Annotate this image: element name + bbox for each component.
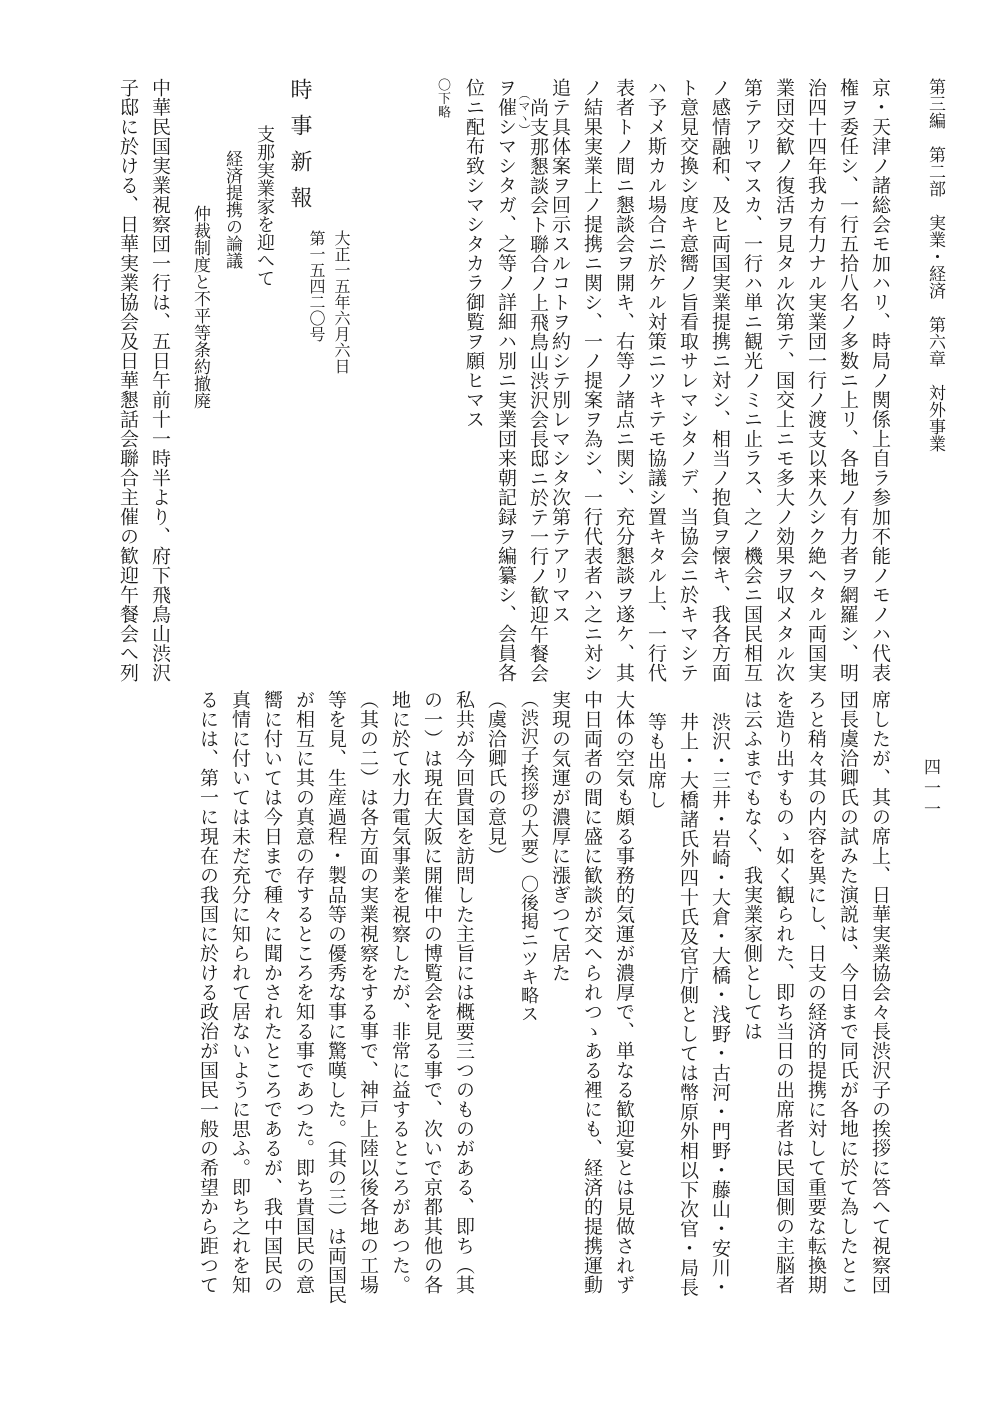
page-number: 四一一 bbox=[920, 758, 940, 821]
text-column: 子邸に於ける、日華実業協会及日華懇話会聯合主催の歓迎午餐会へ列 bbox=[117, 78, 139, 683]
text-column: 中華民国実業視察団一行は、五日午前十一時半より、府下飛鳥山渋沢 bbox=[149, 78, 171, 683]
text-column: 追テ具体案ヲ回示スルコトヲ約シテ別レマシタ次第テアリマス bbox=[549, 78, 571, 624]
text-column: の一）は現在大阪に開催中の博覧会を見る事で、次いで京都其他の各 bbox=[421, 690, 443, 1295]
text-column: が相互に其の真意の存するところを知る事であつた。即ち貴国民の意 bbox=[293, 690, 315, 1295]
text-column: ハ予メ斯カル場合ニ於ケル対策ニツキテモ協議シ置キタル上、一行代 bbox=[645, 78, 667, 683]
text-column: 第テアリマスカ、一行ハ単ニ観光ノミニ止ラス、之ノ機会ニ国民相互 bbox=[741, 78, 763, 683]
text-column: （渋沢子挨拶の大要）〇後掲ニツキ略ス bbox=[518, 690, 539, 1023]
text-column: 等も出席し bbox=[645, 712, 667, 810]
text-column: ヲ催シマシタガ、之等ノ詳細ハ別ニ実業団来朝記録ヲ編纂シ、会員各 bbox=[495, 78, 517, 683]
text-column: 嚮に付いては今日まで種々に聞かされたところであるが、我中国民の bbox=[261, 690, 283, 1295]
text-column: 団長虞洽卿氏の試みた演説は、今日まで同氏が各地に於て為したとこ bbox=[837, 690, 859, 1295]
text-column: 私共が今回貴国を訪問した主旨には概要三つのものがある、即ち（其 bbox=[453, 690, 475, 1295]
text-column: （其の二）は各方面の実業視察をする事で、神戸上陸以後各地の工場 bbox=[357, 690, 379, 1295]
text-column: 真情に付いては未だ充分に知られて居ないように思ふ。即ち之れを知 bbox=[229, 690, 251, 1295]
newspaper-title: 時事新報 bbox=[287, 78, 312, 222]
text-column: ノ結果実業上ノ提携ニ関シ、一ノ提案ヲ為シ、一行代表者ハ之ニ対シ bbox=[581, 78, 603, 683]
issue-date: 大正一五年六月六日 bbox=[332, 230, 351, 374]
text-column: ノ感情融和、及ヒ両国実業提携ニ対シ、相当ノ抱負ヲ懐キ、我各方面 bbox=[709, 78, 731, 683]
running-header: 第三編 第二部 実業・経済 第六章 対外事業 bbox=[925, 78, 945, 452]
text-column: は云ふまでもなく、我実業家側としては bbox=[741, 690, 763, 1041]
text-column: 大体の空気も頗る事務的気運が濃厚で、単なる歓迎宴とは見做されず bbox=[613, 690, 635, 1295]
text-column: 〇下略 bbox=[435, 78, 450, 119]
headline-3: 仲裁制度と不平等条約撤廃 bbox=[190, 205, 210, 409]
headline-2: 経済提携の論議 bbox=[222, 150, 242, 269]
text-column: 実現の気運が濃厚に漲ぎつて居た bbox=[549, 690, 571, 983]
text-column: を造り出すものゝ如く観られた、即ち当日の出席者は民国側の主脳者 bbox=[773, 690, 795, 1295]
text-column: 京・天津ノ諸総会モ加ハリ、時局ノ関係上自ラ参加不能ノモノハ代表 bbox=[869, 78, 891, 683]
text-column: るには、第一に現在の我国に於ける政治が国民一般の希望から距つて bbox=[197, 690, 219, 1295]
text-column: （虞洽卿氏の意見） bbox=[485, 690, 507, 866]
text-column: 権ヲ委任シ、一行五拾八名ノ多数ニ上リ、各地ノ有力者ヲ網羅シ、明 bbox=[837, 78, 859, 683]
text-column: ろと稍々其の内容を異にし、日支の経済的提携に対して重要な転換期 bbox=[805, 690, 827, 1295]
text-column: 尚支那懇談会ト聯合ノ上飛鳥山渋沢会長邸ニ於テ一行ノ歓迎午餐会 bbox=[527, 98, 549, 683]
text-column: ト意見交換シ度キ意嚮ノ旨看取サレマシタノデ、当協会ニ於キマシテ bbox=[677, 78, 699, 683]
text-column: 井上・大橋諸氏外四十氏及官庁側としては幣原外相以下次官・局長 bbox=[677, 712, 699, 1297]
issue-number: 第一五四二〇号 bbox=[307, 230, 326, 342]
text-column: 業団交歓ノ復活ヲ見タル次第テ、国交上ニモ多大ノ効果ヲ収メタル次 bbox=[773, 78, 795, 683]
text-column: 渋沢・三井・岩崎・大倉・大橋・浅野・古河・門野・藤山・安川・ bbox=[709, 712, 731, 1297]
text-column: 地に於て水力電気事業を視察したが、非常に益するところがあつた。 bbox=[389, 690, 411, 1295]
text-column: 等を見、生産過程・製品等の優秀な事に驚嘆した。（其の三）は両国民 bbox=[325, 690, 347, 1305]
text-column: 治四十四年我カ有力ナル実業団一行ノ渡支以来久シク絶ヘタル両国実 bbox=[805, 78, 827, 683]
text-column: 位ニ配布致シマシタカラ御覧ヲ願ヒマス bbox=[463, 78, 485, 429]
headline-1: 支那実業家を迎へて bbox=[254, 125, 275, 287]
ruby-annotation: （マヽ） bbox=[517, 88, 531, 136]
text-column: 表者トノ間ニ懇談会ヲ開キ、右等ノ諸点ニ関シ、充分懇談ヲ遂ケ、其 bbox=[613, 78, 635, 683]
text-column: 中日両者の間に盛に歓談が交へられつゝある裡にも、経済的提携運動 bbox=[581, 690, 603, 1295]
text-column: 席したが、其の席上、日華実業協会々長渋沢子の挨拶に答へて視察団 bbox=[869, 690, 891, 1295]
